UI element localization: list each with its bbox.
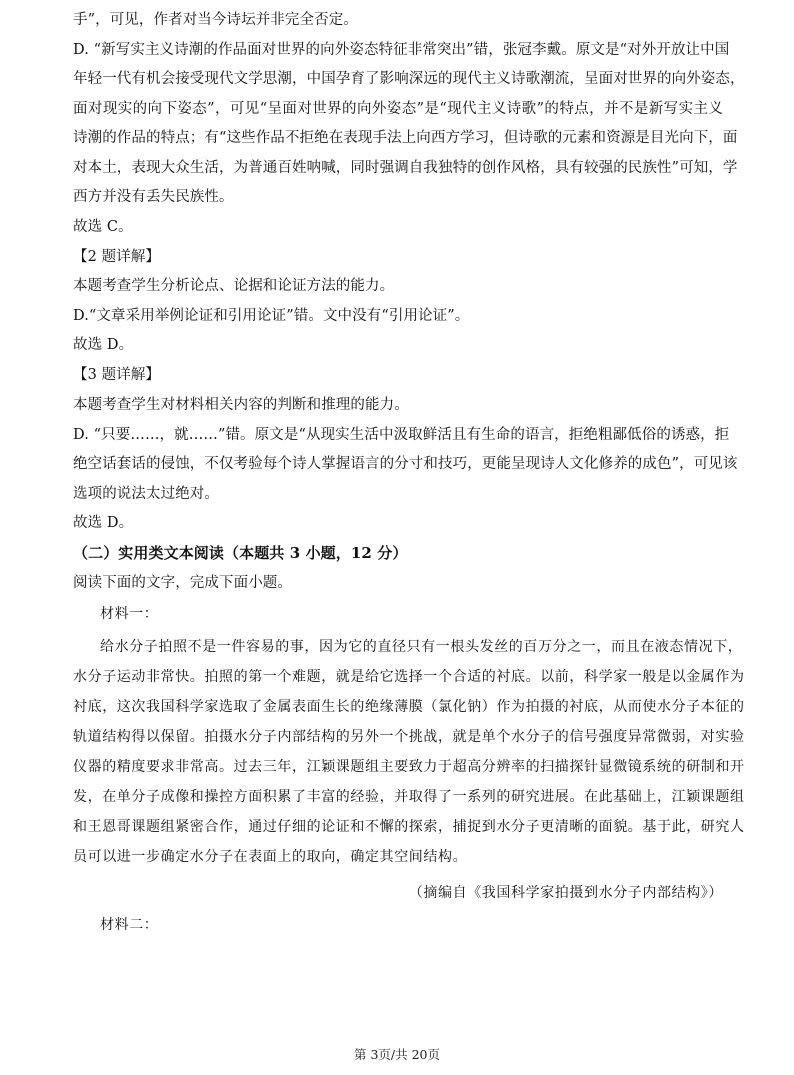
material-1-line: 衬底，这次我国科学家选取了金属表面生长的绝缘薄膜（氯化钠）作为拍摄的衬底，从而使水分子本征的	[73, 699, 745, 715]
answer-line: D. “只要……，就……”错。原文是“从现实生活中汲取鲜活且有生命的语言，拒绝粗鄙低俗的诱惑，拒	[73, 427, 730, 443]
answer-line: 对本土，表现大众生活，为普通百姓呐喊，同时强调自我独特的创作风格，具有较强的民族性”可知，学	[73, 160, 738, 176]
answer-line: 手”，可见，作者对当今诗坛并非完全否定。	[73, 12, 358, 28]
section-heading: （二）实用类文本阅读（本题共 3 小题，12 分）	[73, 544, 408, 562]
answer-conclusion: 故选 C。	[73, 219, 133, 235]
material-1-source: （摘编自《我国科学家拍摄到水分子内部结构》）	[408, 885, 723, 901]
answer-line: 本题考查学生对材料相关内容的判断和推理的能力。	[73, 397, 409, 413]
material-1-label: 材料一：	[100, 606, 159, 622]
question-detail-heading: 【2 题详解】	[73, 249, 161, 265]
material-1-line: 和王恩哥课题组紧密合作，通过仔细的论证和不懈的探索，捕捉到水分子更清晰的面貌。基于此，研究人	[73, 819, 745, 835]
answer-line: D.“文章采用举例论证和引用论证”错。文中没有“引用论证”。	[73, 308, 470, 324]
question-detail-heading: 【3 题详解】	[73, 367, 161, 383]
answer-line: 西方并没有丢失民族性。	[73, 189, 234, 205]
answer-conclusion: 故选 D。	[73, 515, 134, 531]
answer-line: D. “新写实主义诗潮的作品面对世界的向外姿态特征非常突出”错，张冠李戴。原文是“对外开放让中国	[73, 42, 730, 58]
answer-line: 绝空话套话的侵蚀，不仅考验每个诗人掌握语言的分寸和技巧，更能呈现诗人文化修养的成色”，可见该	[73, 456, 738, 472]
answer-line: 选项的说法太过绝对。	[73, 486, 219, 502]
answer-line: 面对现实的向下姿态”，可见“呈面对世界的向外姿态”是“现代主义诗歌”的特点，并不是新写实主义	[73, 101, 723, 117]
answer-line: 本题考查学生分析论点、论据和论证方法的能力。	[73, 278, 395, 294]
material-1-line: 员可以进一步确定水分子在表面上的取向，确定其空间结构。	[73, 849, 468, 865]
material-1-line: 给水分子拍照不是一件容易的事，因为它的直径只有一根头发丝的百万分之一，而且在液态情况下，	[100, 639, 743, 655]
instruction-text: 阅读下面的文字，完成下面小题。	[73, 575, 292, 591]
answer-line: 年轻一代有机会接受现代文学思潮，中国孕育了影响深远的现代主义诗歌潮流，呈面对世界的向外姿态，	[73, 71, 745, 87]
answer-line: 诗潮的作品的特点；有“这些作品不拒绝在表现手法上向西方学习，但诗歌的元素和资源是目光向下，面	[73, 130, 738, 146]
answer-conclusion: 故选 D。	[73, 337, 134, 353]
page-number-footer: 第 3页/共 20页	[353, 1047, 441, 1062]
material-2-label: 材料二：	[100, 917, 159, 933]
material-1-line: 仪器的精度要求非常高。过去三年，江颖课题组主要致力于超高分辨率的扫描探针显微镜系统的研制和开	[73, 759, 745, 775]
material-1-line: 水分子运动非常快。拍照的第一个难题，就是给它选择一个合适的衬底。以前，科学家一般是以金属作为	[73, 669, 745, 685]
material-1-line: 发，在单分子成像和操控方面积累了丰富的经验，并取得了一系列的研究进展。在此基础上，江颖课题组	[73, 789, 745, 805]
material-1-line: 轨道结构得以保留。拍摄水分子内部结构的另外一个挑战，就是单个水分子的信号强度异常微弱，对实验	[73, 729, 745, 745]
